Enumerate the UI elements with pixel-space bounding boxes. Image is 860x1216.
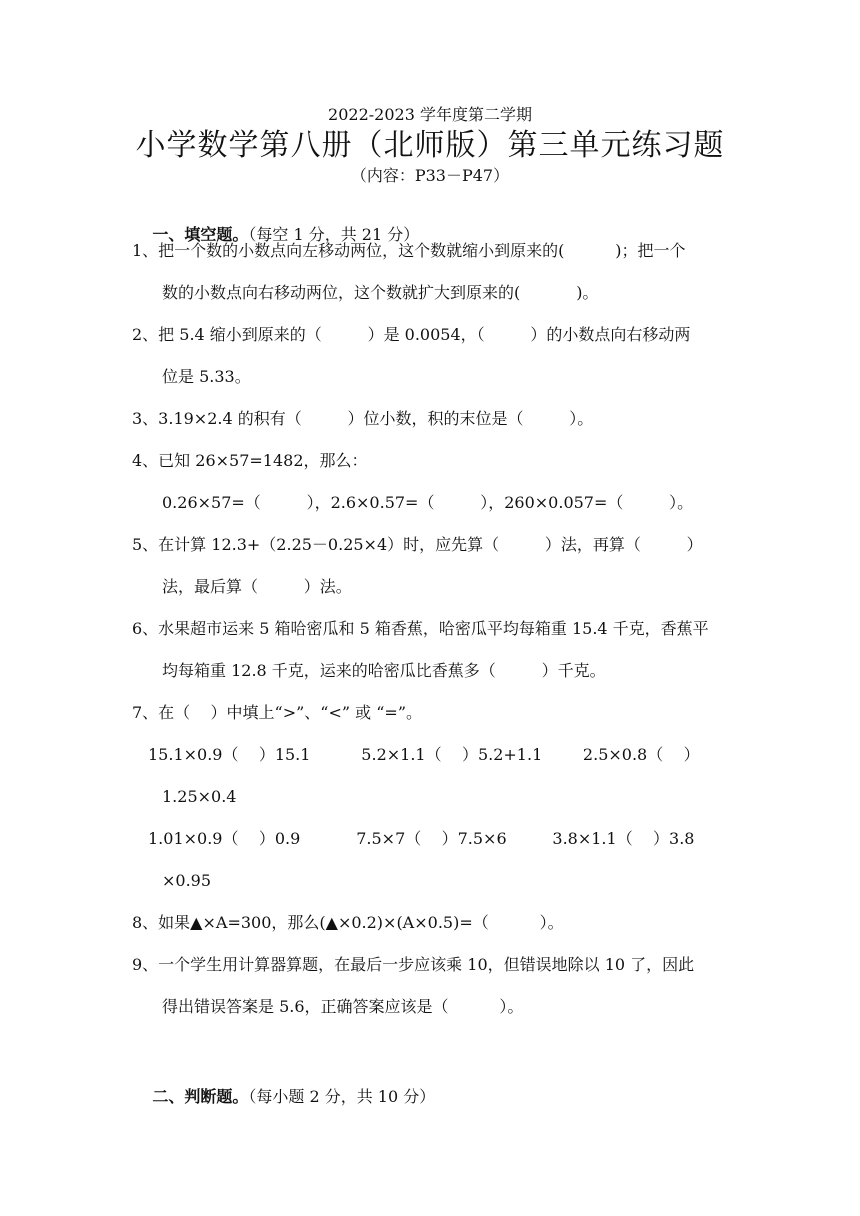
question-8-line: 8、如果▲×A=300，那么(▲×0.2)×(A×0.5)=（ ）。 xyxy=(132,913,564,932)
question-4-line-2: 0.26×57=（ ），2.6×0.57=（ ），260×0.057=（ ）。 xyxy=(162,493,694,512)
question-7-line-3: 1.25×0.4 xyxy=(162,787,237,806)
question-3-line: 3、3.19×2.4 的积有（ ）位小数，积的末位是（ ）。 xyxy=(132,409,594,428)
school-year: 2022-2023 学年度第二学期 xyxy=(328,105,532,124)
section-2-heading: 二、判断题。 xyxy=(152,1087,249,1106)
question-6-line-2: 均每箱重 12.8 千克，运来的哈密瓜比香蕉多（ ）千克。 xyxy=(162,661,606,680)
question-9-line-2: 得出错误答案是 5.6，正确答案应该是（ ）。 xyxy=(162,997,524,1016)
question-4-line-1: 4、已知 26×57=1482，那么： xyxy=(132,451,368,470)
question-2-line-2: 位是 5.33。 xyxy=(162,367,251,386)
question-1-line-1: 1、把一个数的小数点向左移动两位，这个数就缩小到原来的( )；把一个 xyxy=(132,241,686,260)
question-1-line-2: 数的小数点向右移动两位，这个数就扩大到原来的( )。 xyxy=(162,283,599,302)
question-2-line-1: 2、把 5.4 缩小到原来的（ ）是 0.0054，（ ）的小数点向右移动两 xyxy=(132,325,691,344)
section-2-note: （每小题 2 分，共 10 分） xyxy=(248,1087,436,1106)
section-1-note: （每空 1 分，共 21 分） xyxy=(248,225,420,244)
section-1-heading: 一、填空题。 xyxy=(152,225,249,244)
question-7-line-1: 7、在（ ）中填上“>”、“<” 或 “=”。 xyxy=(132,703,422,722)
question-7-line-5: ×0.95 xyxy=(162,871,212,890)
content-range: （内容：P33－P47） xyxy=(350,166,510,185)
question-7-line-2: 15.1×0.9（ ）15.1 5.2×1.1（ ）5.2+1.1 2.5×0.8（ ） xyxy=(148,745,700,764)
page-title: 小学数学第八册（北师版）第三单元练习题 xyxy=(135,128,725,163)
question-5-line-2: 法，最后算（ ）法。 xyxy=(162,577,352,596)
section-2-heading-line xyxy=(132,1064,435,1130)
question-7-line-4: 1.01×0.9（ ）0.9 7.5×7（ ）7.5×6 3.8×1.1（ ）3.8 xyxy=(148,829,695,848)
question-9-line-1: 9、一个学生用计算器算题，在最后一步应该乘 10，但错误地除以 10 了，因此 xyxy=(132,955,695,974)
question-6-line-1: 6、水果超市运来 5 箱哈密瓜和 5 箱香蕉，哈密瓜平均每箱重 15.4 千克，香蕉平 xyxy=(132,619,709,638)
question-5-line-1: 5、在计算 12.3+（2.25－0.25×4）时，应先算（ ）法，再算（ ） xyxy=(132,535,703,554)
